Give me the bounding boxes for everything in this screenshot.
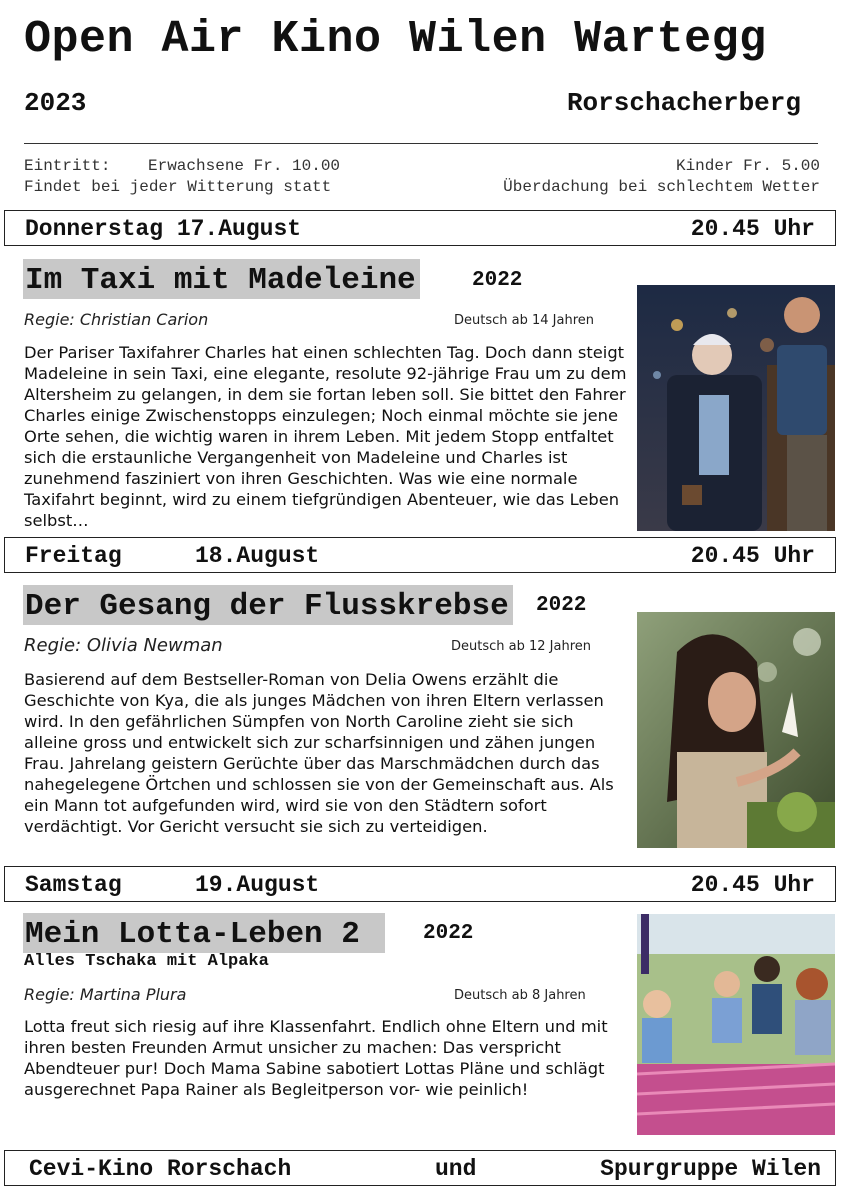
movie-description: Der Pariser Taxifahrer Charles hat einen schlechten Tag. Doch dann steigt Madeleine in sein Taxi, eine elegante, resolute 92-jährige Frau um zu dem Altersheim zu gelangen, in dem sie fortan leben soll. Sie bittet den Fahrer Charles einige Zwischenstopps einzulegen; Noch einmal möchte sie jene Orte sehen, die wichtig waren in ihrem Leben. Mit jedem Stopp entfaltet sich die erstaunliche Vergangenheit von Madeleine und Charles ist zunehmend fasziniert von ihren Geschichten. Was wie eine normale Taxifahrt beginnt, wird zu einem tiefgründigen Abenteuer, wie das Leben selbst… [24, 343, 627, 530]
movie-director: Regie: Martina Plura [24, 985, 187, 1004]
movie-director: Regie: Christian Carion [24, 310, 209, 329]
screening-time: 20.45 Uhr [690, 216, 815, 242]
movie-title: Der Gesang der Flusskrebse [23, 585, 513, 625]
movie-director: Regie: Olivia Newman [24, 635, 223, 656]
date-band-thursday [4, 210, 836, 246]
screening-weekday: Samstag [25, 872, 122, 898]
movie-title: Im Taxi mit Madeleine [23, 259, 420, 299]
organizer-spurgruppe: Spurgruppe Wilen [600, 1156, 821, 1182]
movie-subtitle: Alles Tschaka mit Alpaka [24, 952, 269, 971]
movie-description: Basierend auf dem Bestseller-Roman von Delia Owens erzählt die Geschichte von Kya, die als junges Mädchen von ihren Eltern verlassen wird. In den gefährlichen Sümpfen von North Caroline zieht sie sich alleine gross und entwickelt sich zur scharfsinnigen und zähen jungen Frau. Jahrelang geistern Gerüchte über das Marschmädchen durch das nahegelegene Örtchen und schlossen sie von der Gemeinschaft aus. Als ein Mann tot aufgefunden wird, wird sie von den Städtern sofort verdächtigt. Vor Gericht versucht sie sich zu verteidigen. [24, 670, 614, 836]
movie-year: 2022 [536, 594, 587, 617]
movie-year: 2022 [423, 922, 474, 945]
screening-time: 20.45 Uhr [690, 872, 815, 898]
screening-date: Donnerstag 17.August [25, 216, 302, 242]
movie-age-rating: Deutsch ab 12 Jahren [451, 639, 591, 654]
footer-and: und [435, 1156, 477, 1182]
entry-children-price: Kinder Fr. 5.00 [675, 157, 820, 175]
header-divider [24, 143, 818, 144]
weather-note: Findet bei jeder Witterung statt [24, 178, 332, 196]
movie-still-image [637, 285, 835, 531]
event-year: 2023 [24, 88, 87, 118]
movie-still-image [637, 612, 835, 848]
screening-date: 18.August [195, 543, 320, 569]
movie-still-image [637, 914, 835, 1135]
page-title: Open Air Kino Wilen Wartegg [24, 14, 767, 65]
entry-adults-price: Erwachsene Fr. 10.00 [148, 157, 341, 175]
movie-age-rating: Deutsch ab 8 Jahren [454, 988, 586, 1003]
roof-note: Überdachung bei schlechtem Wetter [503, 178, 820, 196]
movie-title: Mein Lotta-Leben 2 [23, 913, 385, 953]
screening-weekday: Freitag [25, 543, 122, 569]
movie-year: 2022 [472, 269, 523, 292]
movie-description: Lotta freut sich riesig auf ihre Klassenfahrt. Endlich ohne Eltern und mit ihren besten Freunden Armut unsicher zu machen: Das verspricht Abendteuer pur! Doch Mama Sabine sabotiert Lottas Pläne und schlägt ausgerechnet Papa Rainer als Begleitperson vor- wie peinlich! [24, 1017, 608, 1099]
organizer-cevi-kino: Cevi-Kino Rorschach [29, 1156, 292, 1182]
screening-time: 20.45 Uhr [690, 543, 815, 569]
footer-organizers [4, 1150, 836, 1186]
date-band-saturday [4, 866, 836, 902]
date-band-friday [4, 537, 836, 573]
screening-date: 19.August [195, 872, 320, 898]
entry-label: Eintritt: [24, 157, 111, 175]
movie-age-rating: Deutsch ab 14 Jahren [454, 313, 594, 328]
event-place: Rorschacherberg [566, 88, 801, 118]
